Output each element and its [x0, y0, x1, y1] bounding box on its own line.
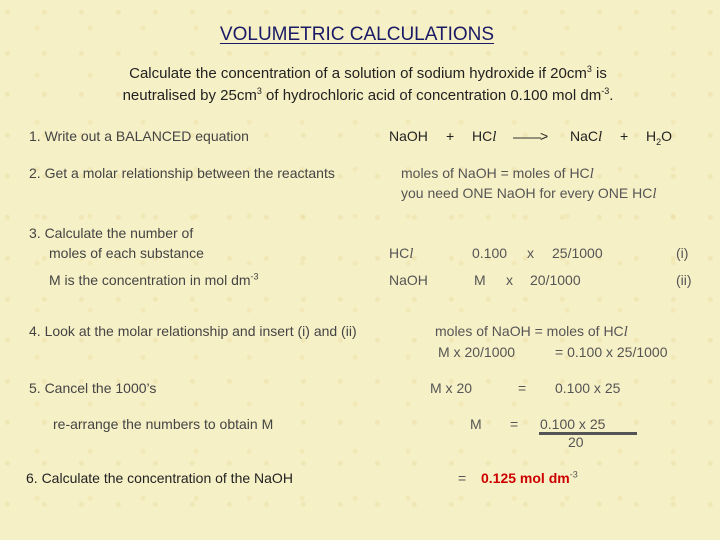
equation-naoh: NaOH — [389, 128, 428, 144]
row-2-tag: (ii) — [676, 272, 692, 288]
row-1-concentration: 0.100 — [472, 245, 508, 261]
molar-ratio-note: you need ONE NaOH for every ONE HCl — [401, 185, 657, 202]
equation-plus-2: + — [620, 128, 629, 144]
row-2-concentration: M — [474, 272, 486, 288]
step-1-label: 1. Write out a BALANCED equation — [29, 128, 249, 144]
equation-plus-1: + — [446, 128, 455, 144]
step-5-rhs: 0.100 x 25 — [555, 380, 621, 396]
row-1-name: HCl — [389, 245, 414, 262]
fraction-bar — [539, 432, 637, 435]
rearrange-label: re-arrange the numbers to obtain M — [53, 416, 274, 432]
step-6-label: 6. Calculate the concentration of the NaOH — [26, 470, 293, 486]
page-title: VOLUMETRIC CALCULATIONS — [219, 24, 495, 45]
step-5-equals: = — [518, 380, 527, 396]
step-4-left-side: M x 20/1000 — [438, 344, 516, 360]
rearrange-m: M — [470, 416, 482, 432]
row-1-volume: 25/1000 — [552, 245, 603, 261]
step-4-label: 4. Look at the molar relationship and insert (i) and (ii) — [29, 323, 357, 339]
reaction-arrow-head: > — [540, 128, 549, 144]
step-3-label-line-2: moles of each substance — [49, 245, 204, 261]
molar-relationship: moles of NaOH = moles of HCl — [401, 165, 594, 182]
step-5-label: 5. Cancel the 1000’s — [29, 380, 157, 396]
answer-equals: = — [458, 470, 467, 486]
row-2-volume: 20/1000 — [530, 272, 581, 288]
equation-hcl: HCl — [472, 128, 497, 145]
problem-line-2: neutralised by $25cm^3$ of hydrochloric acid of concentration 0.100 mol $dm^{-3}$. — [122, 86, 614, 104]
row-2-times: x — [506, 272, 513, 288]
step-3-label-line-1: 3. Calculate the number of — [29, 225, 194, 241]
fraction-denominator: 20 — [568, 434, 584, 450]
step-4-relationship: moles of NaOH = moles of HCl — [435, 323, 628, 340]
fraction-numerator: 0.100 x 25 — [540, 416, 606, 432]
equation-h2o: $H_2O$ — [646, 128, 673, 147]
row-1-tag: (i) — [676, 245, 689, 261]
step-4-right-side: = 0.100 x 25/1000 — [555, 344, 668, 360]
final-answer: 0.125 mol $dm^{-3}$ — [481, 469, 578, 486]
step-5-lhs: M x 20 — [430, 380, 473, 396]
row-2-name: NaOH — [389, 272, 428, 288]
row-1-times: x — [527, 245, 534, 261]
equation-nacl: NaCl — [570, 128, 603, 145]
concentration-note: M is the concentration in mol $dm^{-3}$ — [49, 271, 259, 288]
rearrange-equals: = — [510, 416, 519, 432]
step-2-label: 2. Get a molar relationship between the reactants — [29, 165, 335, 181]
problem-line-1: Calculate the concentration of a solution of sodium hydroxide if $20cm^3$ is — [129, 64, 607, 82]
